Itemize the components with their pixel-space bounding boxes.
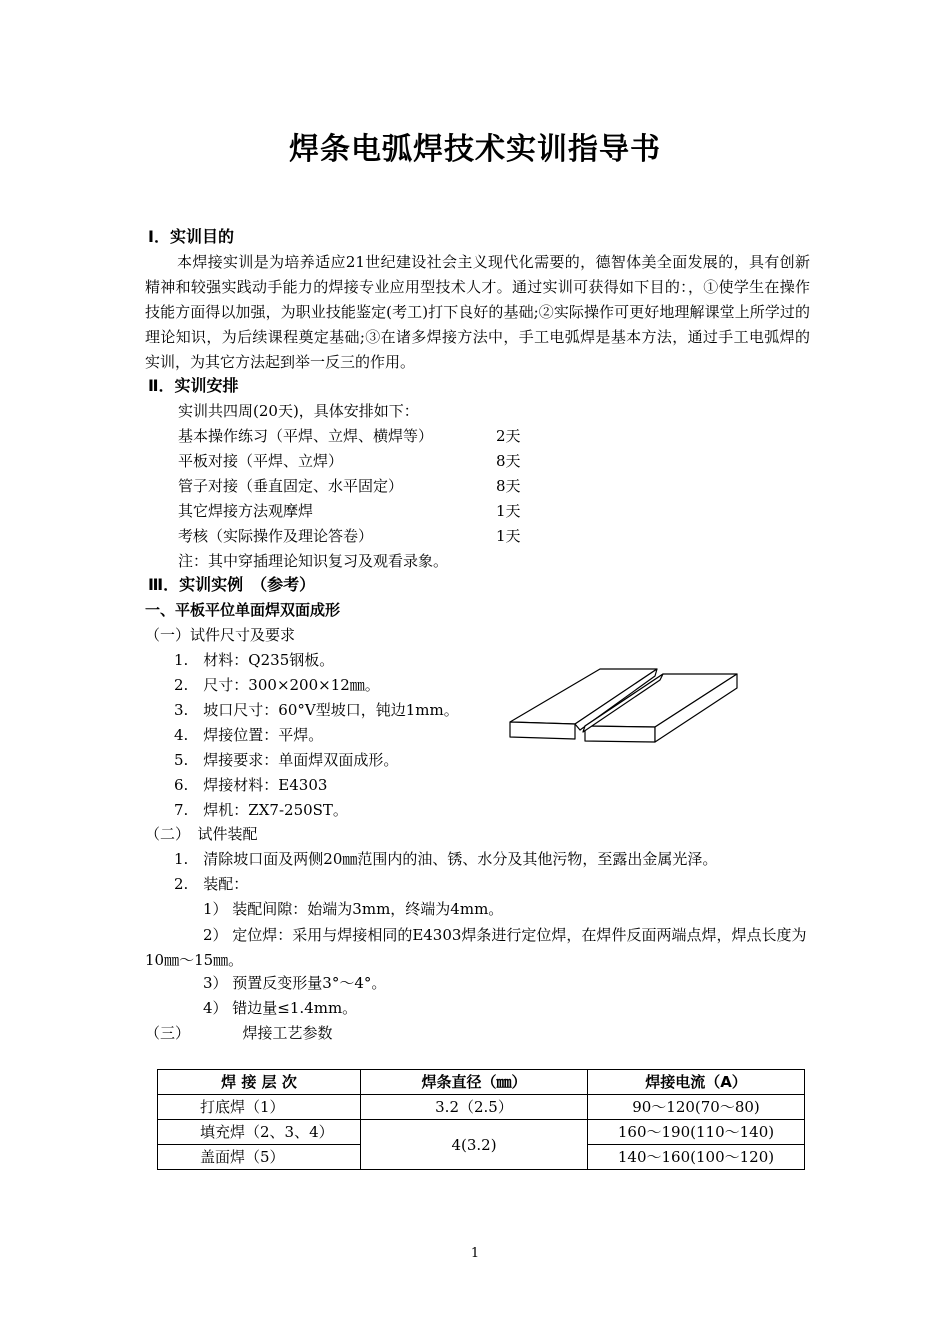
document-title: 焊条电弧焊技术实训指导书 bbox=[289, 132, 661, 167]
assembly-sub-item: 3） 预置反变形量3°～4°。 bbox=[203, 974, 387, 992]
requirement-item: 5. 焊接要求：单面焊双面成形。 bbox=[174, 751, 399, 769]
sub3-label: （三） 焊接工艺参数 bbox=[145, 1024, 333, 1042]
schedule-days: 1天 bbox=[496, 502, 521, 520]
assembly-item: 2. 装配： bbox=[174, 875, 249, 893]
table-row bbox=[158, 1095, 805, 1120]
requirement-item: 2. 尺寸：300×200×12㎜。 bbox=[174, 676, 380, 694]
schedule-item: 考核（实际操作及理论答卷） bbox=[178, 527, 374, 545]
schedule-days: 8天 bbox=[496, 477, 521, 495]
section1-paragraph: 本焊接实训是为培养适应21世纪建设社会主义现代化需要的，德智体美全面发展的，具有创新精神和较强实践动手能力的焊接专业应用型技术人才。通过实训可获得如下目的：，①使学生在操作技能方面得以加强，为职业技能鉴定(考工)打下良好的基础;②实际操作可更好地理解课堂上所学过的理论知识，为后续课程奠定基础;③在诸多焊接方法中，手工电弧焊是基本方法，通过手工电弧焊的实训，为其它方法起到举一反三的作用。 bbox=[145, 253, 810, 371]
table-cell-current: 90～120(70～80) bbox=[588, 1095, 805, 1120]
table-cell-current: 140～160(100～120) bbox=[588, 1145, 805, 1170]
assembly-item: 1. 清除坡口面及两侧20㎜范围内的油、锈、水分及其他污物，至露出金属光泽。 bbox=[174, 850, 718, 868]
schedule-days: 1天 bbox=[496, 527, 521, 545]
table-header-row bbox=[158, 1070, 805, 1095]
table-cell-layer: 打底焊（1） bbox=[158, 1095, 361, 1120]
welding-parameters-table bbox=[157, 1069, 805, 1170]
table-cell-diameter: 4(3.2) bbox=[361, 1120, 588, 1170]
table-cell-layer: 盖面焊（5） bbox=[158, 1145, 361, 1170]
schedule-item: 管子对接（垂直固定、水平固定） bbox=[178, 477, 404, 495]
schedule-days: 2天 bbox=[496, 427, 521, 445]
table-header: 焊条直径（㎜） bbox=[361, 1070, 588, 1095]
section2-heading: Ⅱ．实训安排 bbox=[148, 376, 239, 395]
schedule-note: 注：其中穿插理论知识复习及观看录象。 bbox=[178, 552, 449, 570]
schedule-item: 基本操作练习（平焊、立焊、横焊等） bbox=[178, 427, 434, 445]
table-header: 焊 接 层 次 bbox=[158, 1070, 361, 1095]
table-cell-layer: 填充焊（2、3、4） bbox=[158, 1120, 361, 1145]
assembly-sub-item: 4） 错边量≤1.4mm。 bbox=[203, 999, 358, 1017]
requirement-item: 3. 坡口尺寸：60°V型坡口，钝边1mm。 bbox=[174, 701, 459, 719]
schedule-item: 其它焊接方法观摩焊 bbox=[178, 502, 314, 520]
requirement-item: 4. 焊接位置：平焊。 bbox=[174, 726, 324, 744]
sub1-label: （一）试件尺寸及要求 bbox=[145, 626, 296, 644]
sub2-label: （二） 试件装配 bbox=[145, 825, 258, 843]
example-title: 一、平板平位单面焊双面成形 bbox=[145, 601, 341, 619]
table-header: 焊接电流（A） bbox=[588, 1070, 805, 1095]
requirement-item: 7. 焊机：ZX7-250ST。 bbox=[174, 801, 348, 819]
requirement-item: 6. 焊接材料：E4303 bbox=[174, 776, 328, 794]
requirement-item: 1. 材料：Q235钢板。 bbox=[174, 651, 335, 669]
section1-heading: Ⅰ．实训目的 bbox=[148, 227, 234, 246]
table-cell-current: 160～190(110～140) bbox=[588, 1120, 805, 1145]
section3-heading: Ⅲ．实训实例 （参考） bbox=[148, 575, 316, 594]
page-number: 1 bbox=[470, 1246, 480, 1261]
table-row bbox=[158, 1120, 805, 1145]
schedule-item: 平板对接（平焊、立焊） bbox=[178, 452, 344, 470]
assembly-sub-item: 2） 定位焊：采用与焊接相同的E4303焊条进行定位焊，在焊件反面两端点焊，焊点长度为10㎜～15㎜。 bbox=[145, 926, 807, 969]
schedule-intro: 实训共四周(20天)，具体安排如下： bbox=[178, 402, 419, 420]
v-groove-plate-diagram bbox=[505, 664, 741, 750]
table-cell-diameter: 3.2（2.5） bbox=[361, 1095, 588, 1120]
schedule-days: 8天 bbox=[496, 452, 521, 470]
assembly-sub-item: 1） 装配间隙：始端为3mm，终端为4mm。 bbox=[203, 900, 504, 918]
